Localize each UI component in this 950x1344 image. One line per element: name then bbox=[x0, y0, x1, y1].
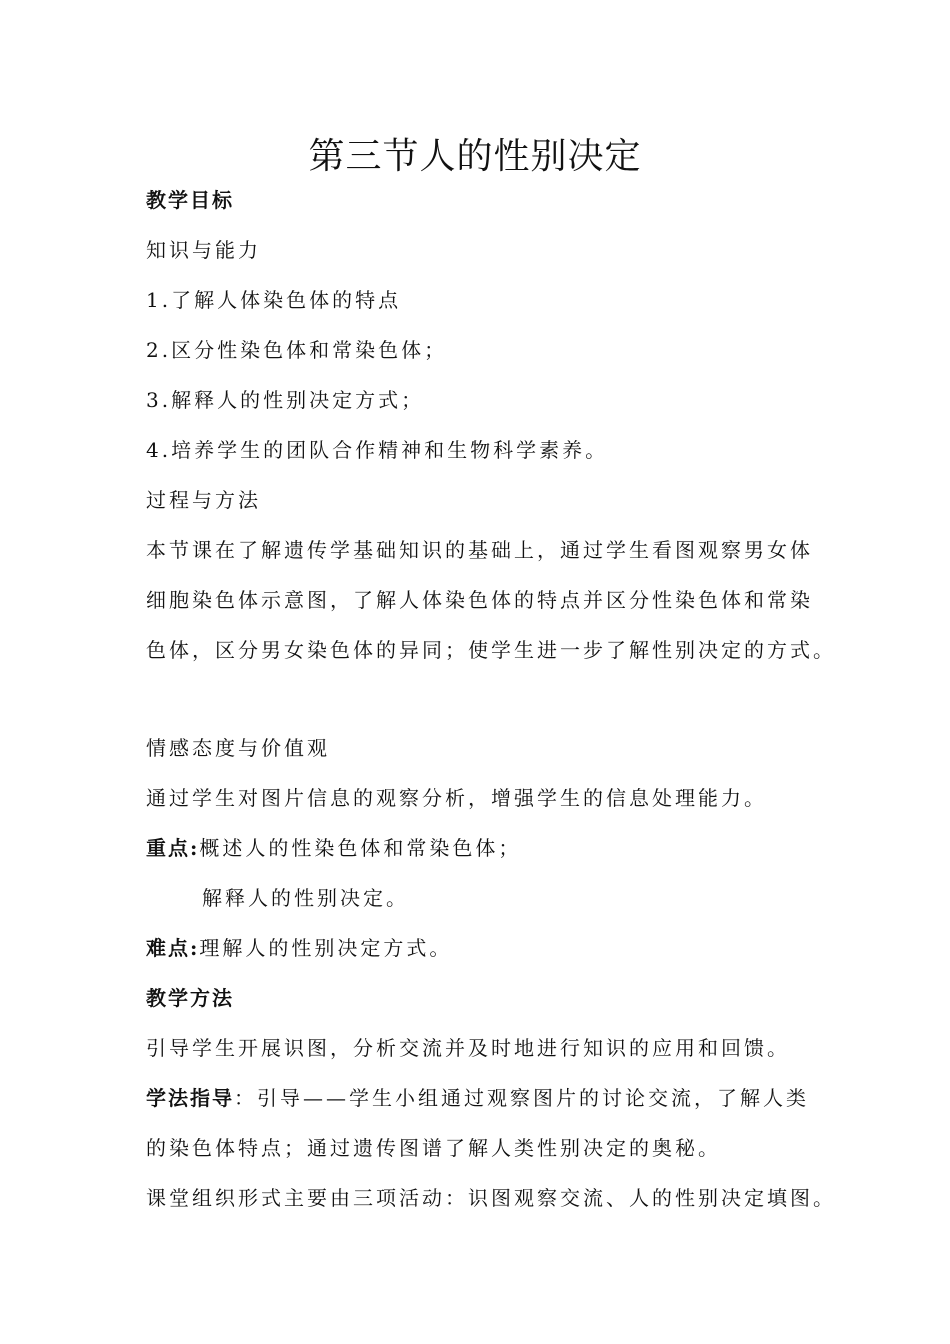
process-heading: 过程与方法 bbox=[146, 488, 261, 512]
guidance-label: 学法指导 bbox=[146, 1086, 234, 1110]
process-line-1: 本节课在了解遗传学基础知识的基础上，通过学生看图观察男女体 bbox=[146, 538, 813, 562]
process-line-3: 色体，区分男女染色体的异同；使学生进一步了解性别决定的方式。 bbox=[146, 638, 836, 662]
objectives-heading: 教学目标 bbox=[146, 188, 234, 212]
method-text: 引导学生开展识图，分析交流并及时地进行知识的应用和回馈。 bbox=[146, 1036, 790, 1060]
difficulty-label: 难点: bbox=[146, 936, 200, 960]
knowledge-item-1: 1.了解人体染色体的特点 bbox=[146, 288, 402, 312]
organization-text: 课堂组织形式主要由三项活动：识图观察交流、人的性别决定填图。 bbox=[146, 1186, 836, 1210]
knowledge-item-3: 3.解释人的性别决定方式； bbox=[146, 388, 425, 412]
knowledge-item-4: 4.培养学生的团队合作精神和生物科学素养。 bbox=[146, 438, 609, 462]
emotion-text: 通过学生对图片信息的观察分析，增强学生的信息处理能力。 bbox=[146, 786, 767, 810]
page-title: 第三节人的性别决定 bbox=[308, 136, 642, 177]
knowledge-heading: 知识与能力 bbox=[146, 238, 261, 262]
emotion-heading: 情感态度与价值观 bbox=[146, 736, 330, 760]
key-points-line bbox=[146, 834, 521, 862]
guidance-text-1: ：引导——学生小组通过观察图片的讨论交流，了解人类 bbox=[234, 1086, 809, 1110]
key-points-text-1: 概述人的性染色体和常染色体； bbox=[199, 836, 522, 860]
method-heading: 教学方法 bbox=[146, 986, 234, 1010]
guidance-line-1 bbox=[146, 1084, 809, 1112]
difficulty-text: 理解人的性别决定方式。 bbox=[199, 936, 453, 960]
process-line-2: 细胞染色体示意图，了解人体染色体的特点并区分性染色体和常染 bbox=[146, 588, 813, 612]
guidance-text-2: 的染色体特点；通过遗传图谱了解人类性别决定的奥秘。 bbox=[146, 1136, 721, 1160]
difficulty-line bbox=[146, 934, 452, 962]
key-points-label: 重点: bbox=[146, 836, 200, 860]
key-points-text-2: 解释人的性别决定。 bbox=[202, 886, 409, 910]
knowledge-item-2: 2.区分性染色体和常染色体； bbox=[146, 338, 448, 362]
